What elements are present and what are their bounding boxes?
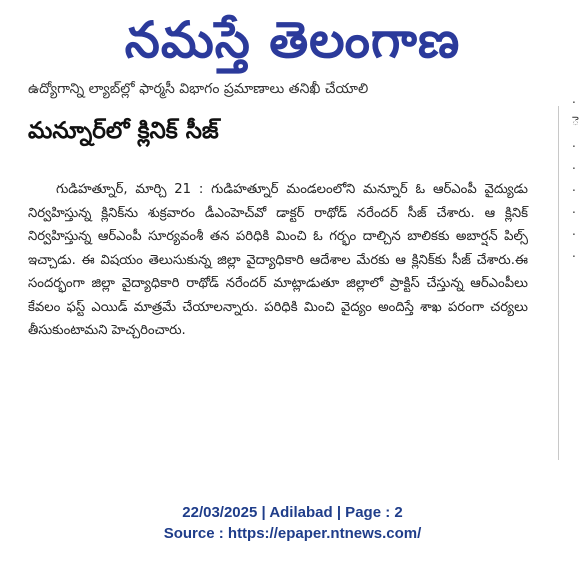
- adjacent-column-fragment: . ె . . . . . .: [572, 92, 579, 260]
- masthead: [0, 0, 585, 80]
- news-clipping: [20, 81, 585, 460]
- article: [20, 106, 559, 460]
- article-body: గుడిహత్నూర్, మార్చి 21 : గుడిహత్నూర్ మండలంలోని మన్నూర్ ఓ ఆర్ఎంపీ వైద్యుడు నిర్వహిస్తున్న క్లినిక్‌ను శుక్రవారం డీఎంహెచ్‌వో డాక్టర్ రాథోడ్ నరేందర్ సీజ్ చేశారు. ఆ క్లినిక్ నిర్వహిస్తున్న ఆర్ఎంపీ సూర్యవంశీ తన పరిధికి మించి ఓ గర్భం దాల్చిన బాలికకు అబార్షన్ పిల్స్ ఇచ్చాడు. ఈ విషయం తెలుసుకున్న జిల్లా వైద్యాధికారి ఆదేశాల మేరకు ఆ క్లినిక్‌కు సీజ్ చేశారు.ఈ సందర్భంగా జిల్లా వైద్యాధికారి రాథోడ్ నరేందర్ మాట్లాడుతూ జిల్లాలో ప్రాక్టిస్ చేస్తున్న ఆర్ఎంపీలు కేవలం ఫస్ట్ ఎయిడ్ మాత్రమే చేయాలన్నారు. పరిధికి మించి వైద్యం అందిస్తే శాఖ పరంగా చర్యలు తీసుకుంటామని హెచ్చరించారు.: [28, 182, 528, 338]
- edition-info: 22/03/2025 | Adilabad | Page : 2: [182, 504, 403, 521]
- source-link[interactable]: Source : https://epaper.ntnews.com/: [163, 525, 422, 542]
- article-headline: మన్నూర్‌లో క్లినిక్ సీజ్: [28, 118, 219, 144]
- cut-off-previous-text: ఉద్యోగాన్ని ల్యాబ్‌ల్లో ఫార్మసీ విభాగం ప్రమాణాలు తనిఖీ చేయాలి: [28, 81, 369, 97]
- clipping-footer: [0, 502, 585, 544]
- newspaper-logo: నమస్తే తెలంగాణ: [124, 11, 461, 69]
